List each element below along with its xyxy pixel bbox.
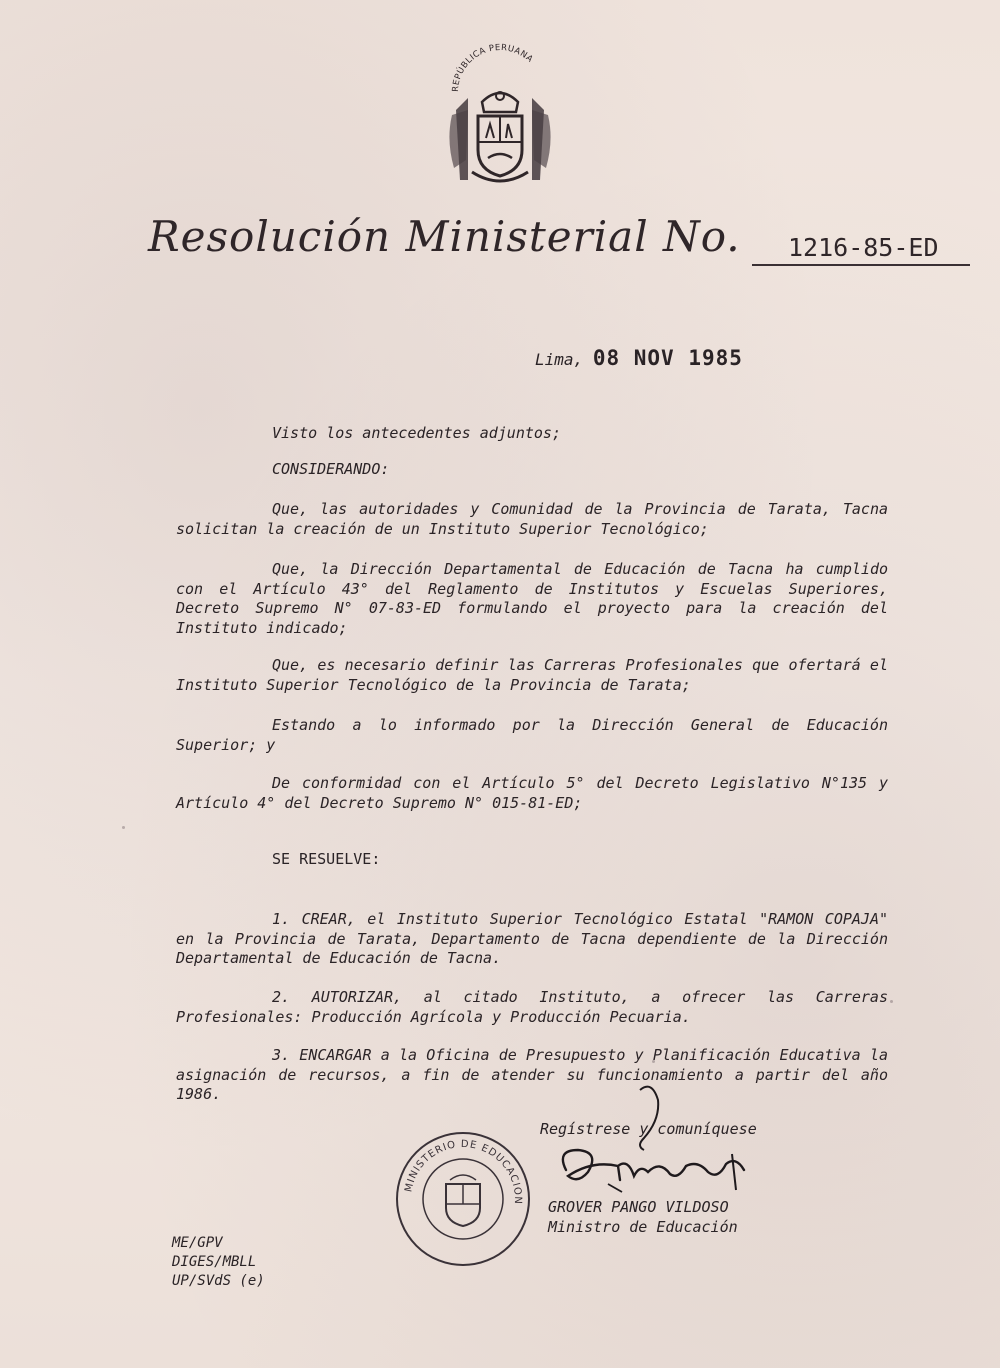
paragraph-5: De conformidad con el Artículo 5° del Decreto Legislativo N°135 y Artículo 4° del Decreto Supremo N° 015-81-ED;	[176, 774, 888, 812]
speck	[652, 1060, 655, 1063]
number-underline	[752, 264, 970, 266]
svg-text:REPÚBLICA PERUANA	[451, 43, 535, 92]
paragraph-2: Que, la Dirección Departamental de Educación de Tacna ha cumplido con el Artículo 43° del Reglamento de Institutos y Escuelas Superiores, Decreto Supremo N° 07-83-ED formulando el proyecto para la creación del Instituto indicado;	[176, 560, 888, 637]
se-resuelve-heading: SE RESUELVE:	[272, 850, 381, 868]
resolution-number: 1216-85-ED	[788, 233, 939, 262]
signatory-name: GROVER PANGO VILDOSO	[548, 1198, 729, 1216]
reference-line-1: ME/GPV	[172, 1235, 223, 1251]
signatory-block	[548, 1197, 738, 1237]
date-stamp: 08 NOV 1985	[592, 346, 743, 370]
document-title: Resolución Ministerial No.	[148, 212, 741, 261]
crest-text: REPÚBLICA PERUANA	[450, 42, 535, 93]
reference-line-3: UP/SVdS (e)	[172, 1273, 265, 1289]
signatory-role: Ministro de Educación	[548, 1218, 738, 1236]
visto-line: Visto los antecedentes adjuntos;	[272, 424, 561, 442]
resolution-item-1: 1. CREAR, el Instituto Superior Tecnológico Estatal "RAMON COPAJA" en la Provincia de Tarata, Departamento de Tacna dependiente de la Dirección Departamental de Educación de Tacna.	[176, 910, 888, 967]
paragraph-1: Que, las autoridades y Comunidad de la Provincia de Tarata, Tacna solicitan la creación de un Instituto Superior Tecnológico;	[176, 500, 888, 538]
date-line	[535, 346, 743, 370]
signature-icon	[548, 1080, 788, 1200]
reference-line-2: DIGES/MBLL	[172, 1254, 257, 1270]
resolution-item-3: 3. ENCARGAR a la Oficina de Presupuesto y Planificación Educativa la asignación de recursos, a fin de atender su funcionamiento a partir del año 1986.	[176, 1046, 888, 1103]
speck	[122, 826, 125, 829]
reference-initials	[172, 1234, 265, 1291]
ministry-seal-icon	[392, 1128, 534, 1270]
paragraph-4: Estando a lo informado por la Dirección General de Educación Superior; y	[176, 716, 888, 754]
speck	[890, 1000, 893, 1003]
coat-of-arms-icon	[438, 40, 562, 190]
seal-text: MINISTERIO DE EDUCACION	[403, 1138, 524, 1205]
resolution-item-2: 2. AUTORIZAR, al citado Instituto, a ofrecer las Carreras Profesionales: Producción Agrícola y Producción Pecuaria.	[176, 988, 888, 1026]
registrese-line: Regístrese y comuníquese	[540, 1120, 757, 1138]
date-place: Lima,	[535, 350, 584, 369]
considerando-heading: CONSIDERANDO:	[272, 460, 390, 478]
paragraph-3: Que, es necesario definir las Carreras Profesionales que ofertará el Instituto Superior Tecnológico de la Provincia de Tarata;	[176, 656, 888, 694]
